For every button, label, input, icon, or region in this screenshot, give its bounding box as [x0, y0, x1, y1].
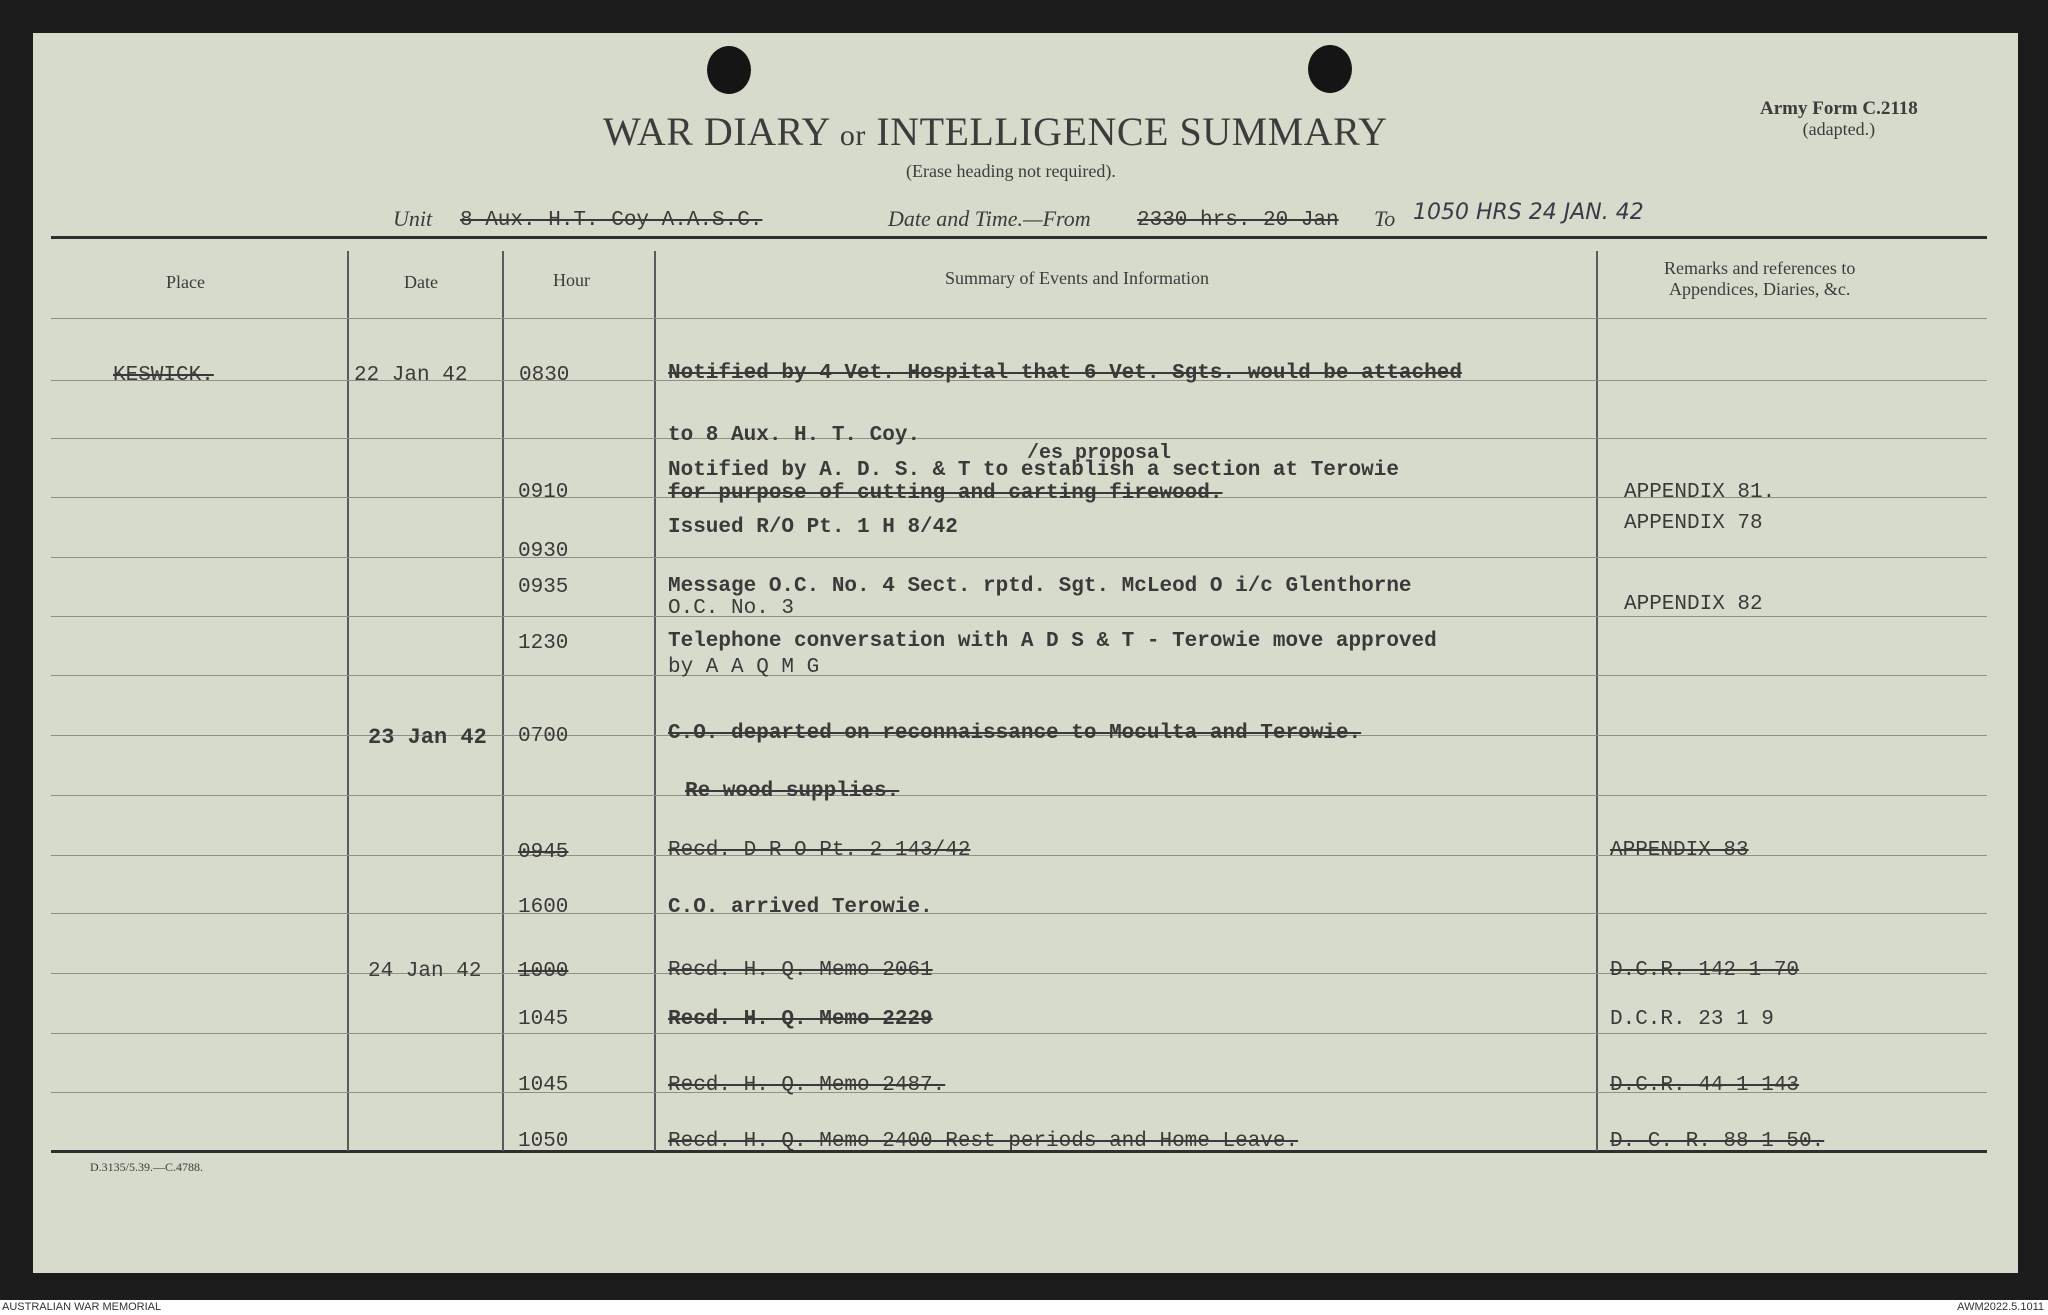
- ruled-line: [51, 675, 1987, 676]
- date-from-value: 2330 hrs. 20 Jan: [1137, 209, 1339, 232]
- entry-remarks: APPENDIX 83: [1610, 839, 1749, 862]
- ruled-line: [51, 616, 1987, 617]
- entry-remarks: D. C. R. 88 1 50.: [1610, 1130, 1825, 1153]
- entry-hour: 0945: [518, 841, 569, 864]
- ruled-line: [51, 795, 1987, 796]
- entry-summary: Recd. H. Q. Memo 2400 Rest periods and Home Leave.: [668, 1130, 1299, 1153]
- entry-hour: 1050: [518, 1130, 569, 1153]
- entry-summary: Telephone conversation with A D S & T - Terowie move approved: [668, 630, 1437, 653]
- title-or: or: [839, 119, 866, 152]
- archive-reference: AWM2022.5.1011: [1957, 1301, 2044, 1313]
- entry-remarks: D.C.R. 44 1 143: [1610, 1074, 1800, 1097]
- column-divider-summary: [1596, 251, 1598, 1151]
- punch-hole-left: [707, 46, 751, 94]
- entry-summary: Issued R/O Pt. 1 H 8/42: [668, 516, 958, 539]
- entry-hour: 1045: [518, 1074, 569, 1097]
- date-to-value: 1050 HRS 24 JAN. 42: [1413, 200, 1644, 225]
- ruled-line: [51, 318, 1987, 319]
- punch-hole-right: [1308, 45, 1352, 93]
- entry-hour: 1230: [518, 632, 569, 655]
- entry-summary: Re wood supplies.: [685, 780, 900, 803]
- entry-hour: 0930: [518, 540, 569, 563]
- ruled-line: [51, 913, 1987, 914]
- remarks-header-line-1: Remarks and references to: [1664, 258, 1856, 278]
- entry-hour: 0910: [518, 481, 569, 504]
- date-from-label: Date and Time.—From: [888, 206, 1091, 231]
- unit-value: 8 Aux. H.T. Coy A.A.S.C.: [460, 209, 763, 232]
- column-header-summary: Summary of Events and Information: [945, 268, 1209, 288]
- entry-summary: to 8 Aux. H. T. Coy.: [668, 424, 921, 447]
- entry-summary: Notified by 4 Vet. Hospital that 6 Vet. Sgts. would be attached: [668, 362, 1462, 385]
- title-intelligence-summary: INTELLIGENCE SUMMARY: [876, 109, 1388, 154]
- entry-summary: Recd. H. Q. Memo 2229: [668, 1008, 933, 1031]
- entry-remarks: D.C.R. 142 1 70: [1610, 959, 1800, 982]
- entry-hour: 1600: [518, 896, 569, 919]
- entry-summary: Notified by A. D. S. & T to establish a section at Terowie: [668, 459, 1399, 482]
- entry-hour: 0700: [518, 725, 569, 748]
- page-title: [603, 108, 1387, 155]
- entry-summary-insertion: /es proposal: [1027, 442, 1172, 465]
- date-to-label: To: [1374, 206, 1396, 231]
- entry-remarks: APPENDIX 81.: [1624, 481, 1776, 504]
- column-divider-place: [347, 251, 349, 1151]
- entry-date: 24 Jan 42: [368, 960, 482, 983]
- archive-credit: AUSTRALIAN WAR MEMORIAL: [2, 1301, 162, 1313]
- entry-summary: O.C. No. 3: [668, 597, 795, 620]
- entry-date: 22 Jan 42: [354, 364, 468, 387]
- entry-summary: by A A Q M G: [668, 656, 820, 679]
- entry-summary: Recd. H. Q. Memo 2061: [668, 959, 933, 982]
- entry-hour: 1000: [518, 960, 569, 983]
- unit-label: Unit: [393, 206, 433, 231]
- ruled-line: [51, 557, 1987, 558]
- entry-summary: Recd. D R O Pt. 2 143/42: [668, 839, 971, 862]
- column-divider-hour: [654, 251, 656, 1151]
- column-header-remarks: [1664, 258, 1855, 300]
- entry-date: 23 Jan 42: [368, 725, 487, 750]
- column-header-date: Date: [404, 272, 438, 292]
- column-divider-date: [502, 251, 504, 1151]
- title-war-diary: WAR DIARY: [603, 109, 830, 154]
- entry-summary: C.O. departed on reconnaissance to Moculta and Terowie.: [668, 722, 1362, 745]
- ruled-line: [51, 438, 1987, 439]
- form-print-code: D.3135/5.39.—C.4788.: [90, 1160, 204, 1174]
- entry-hour: 1045: [518, 1008, 569, 1031]
- remarks-header-line-2: Appendices, Diaries, &c.: [1668, 279, 1851, 299]
- column-header-place: Place: [166, 272, 205, 292]
- form-adapted: (adapted.): [1802, 119, 1876, 139]
- top-rule: [51, 236, 1987, 239]
- entry-remarks: APPENDIX 82: [1624, 593, 1763, 616]
- entry-summary: Recd. H. Q. Memo 2487.: [668, 1074, 946, 1097]
- column-header-hour: Hour: [553, 270, 590, 290]
- entry-summary: for purpose of cutting and carting firewood.: [668, 482, 1223, 505]
- entry-summary: Message O.C. No. 4 Sect. rptd. Sgt. McLeod O i/c Glenthorne: [668, 575, 1412, 598]
- page-subtitle: (Erase heading not required).: [906, 161, 1116, 181]
- entry-summary: C.O. arrived Terowie.: [668, 896, 933, 919]
- ruled-line: [51, 1033, 1987, 1034]
- entry-hour: 0830: [519, 364, 570, 387]
- army-form-label: [1760, 98, 1918, 140]
- entry-hour: 0935: [518, 576, 569, 599]
- entry-remarks: APPENDIX 78: [1624, 512, 1763, 535]
- entry-remarks: D.C.R. 23 1 9: [1610, 1008, 1774, 1031]
- entry-place: KESWICK.: [113, 364, 214, 387]
- form-number: Army Form C.2118: [1760, 98, 1918, 119]
- archive-caption-bar: [0, 1300, 2048, 1315]
